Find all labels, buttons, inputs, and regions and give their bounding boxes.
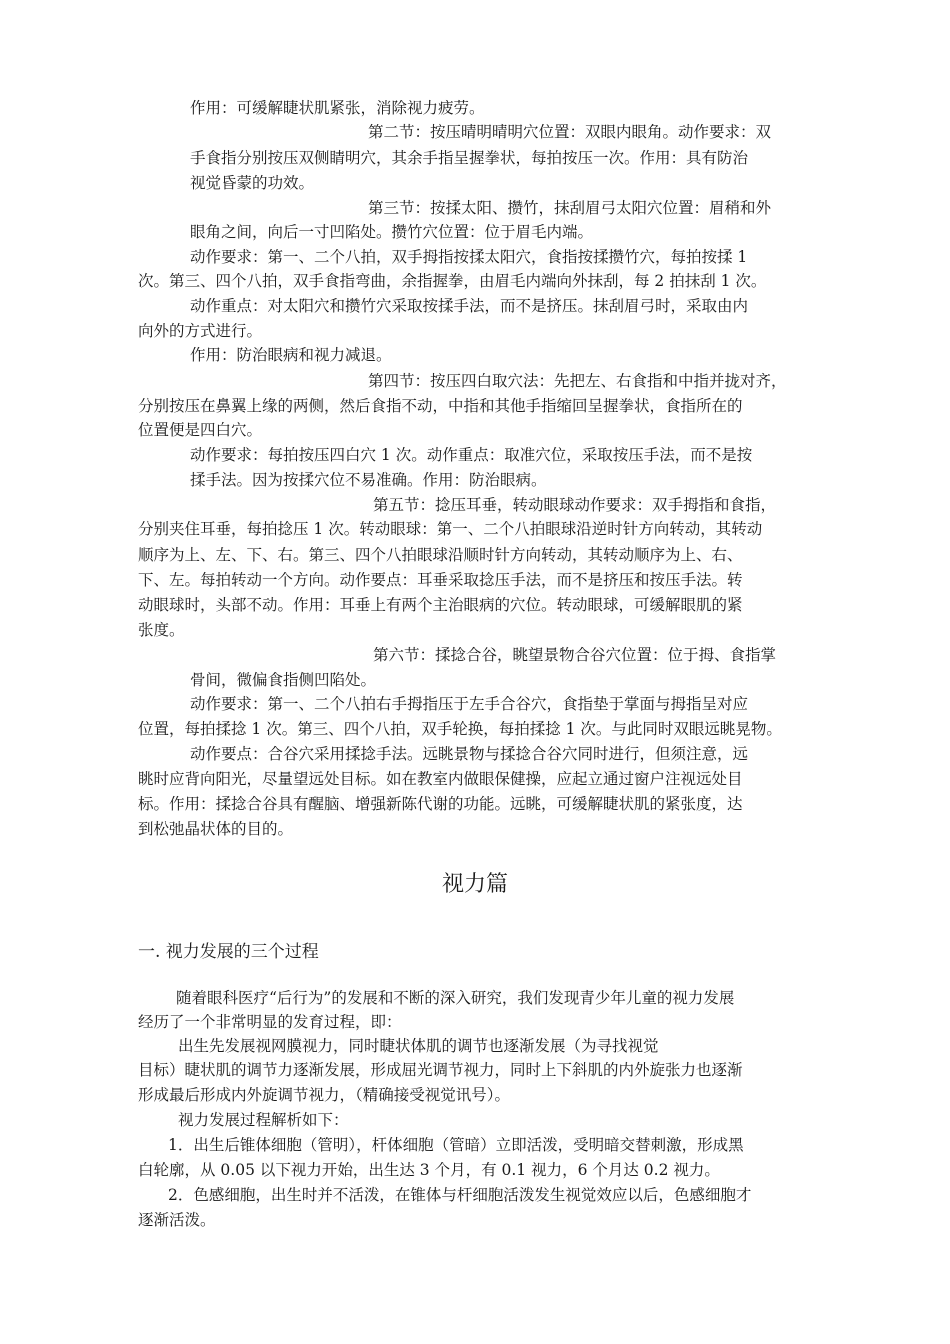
text-line: 向外的方式进行。 — [138, 322, 263, 340]
text-line: 眺时应背向阳光，尽量望远处目标。如在教室内做眼保健操，应起立通过窗户注视远处目 — [138, 770, 743, 788]
text-line: 逐渐活泼。 — [138, 1211, 216, 1229]
text-line: 动作要点：合谷穴采用揉捻手法。远眺景物与揉捻合谷穴同时进行，但须注意，远 — [190, 745, 749, 763]
text-line: 视觉昏蒙的功效。 — [190, 174, 315, 192]
text-line: 顺序为上、左、下、右。第三、四个八拍眼球沿顺时针方向转动，其转动顺序为上、右、 — [138, 546, 743, 564]
text-line: 次。第三、四个八拍，双手食指弯曲，余指握拳，由眉毛内端向外抹刮，每 2 拍抹刮 1 次。 — [138, 272, 767, 290]
text-line: 作用：可缓解睫状肌紧张，消除视力疲劳。 — [190, 99, 485, 117]
text-line: 标。作用：揉捻合谷具有醒脑、增强新陈代谢的功能。远眺，可缓解睫状肌的紧张度，达 — [138, 795, 743, 813]
text-line: 动眼球时，头部不动。作用：耳垂上有两个主治眼病的穴位。转动眼球，可缓解眼肌的紧 — [138, 596, 743, 614]
text-line: 动作要求：第一、二个八拍，双手拇指按揉太阳穴，食指按揉攒竹穴，每拍按揉 1 — [190, 248, 748, 266]
text-line: 2．色感细胞，出生时并不活泼，在锥体与杆细胞活泼发生视觉效应以后，色感细胞才 — [168, 1186, 752, 1204]
page-title: 视力篇 — [441, 872, 508, 897]
text-line: 手食指分别按压双侧睛明穴，其余手指呈握拳状，每拍按压一次。作用：具有防治 — [190, 149, 749, 167]
text-line: 位置，每拍揉捻 1 次。第三、四个八拍，双手轮换，每拍揉捻 1 次。与此同时双眼远眺晃物。 — [138, 720, 782, 738]
text-line: 到松弛晶状体的目的。 — [138, 820, 294, 838]
text-line: 视力发展过程解析如下： — [178, 1111, 349, 1129]
text-line: 经历了一个非常明显的发育过程，即： — [138, 1013, 402, 1031]
text-line: 第五节：捻压耳垂，转动眼球动作要求：双手拇指和食指， — [373, 496, 777, 514]
text-line: 位置便是四白穴。 — [138, 421, 263, 439]
text-line: 分别按压在鼻翼上缘的两侧，然后食指不动，中指和其他手指缩回呈握拳状，食指所在的 — [138, 397, 743, 415]
text-line: 第六节：揉捻合谷，眺望景物合谷穴位置：位于拇、食指掌 — [373, 646, 777, 664]
text-line: 第二节：按压晴明晴明穴位置：双眼内眼角。动作要求：双 — [368, 123, 772, 141]
text-line: 下、左。每拍转动一个方向。动作要点：耳垂采取捻压手法，而不是挤压和按压手法。转 — [138, 571, 743, 589]
text-line: 随着眼科医疗“后行为”的发展和不断的深入研究，我们发现青少年儿童的视力发展 — [176, 989, 735, 1007]
text-line: 张度。 — [138, 621, 185, 639]
section-heading: 一. 视力发展的三个过程 — [138, 942, 319, 962]
text-line: 出生先发展视网膜视力，同时睫状体肌的调节也逐渐发展（为寻找视觉 — [178, 1037, 659, 1055]
text-line: 白轮廓，从 0.05 以下视力开始，出生达 3 个月，有 0.1 视力，6 个月达 0.2 视力。 — [138, 1161, 720, 1179]
text-line: 目标）睫状肌的调节力逐渐发展，形成屈光调节视力，同时上下斜肌的内外旋张力也逐渐 — [138, 1061, 743, 1079]
text-line: 1．出生后锥体细胞（管明），杆体细胞（管暗）立即活泼，受明暗交替刺激，形成黑 — [168, 1136, 744, 1154]
text-line: 动作重点：对太阳穴和攒竹穴采取按揉手法，而不是挤压。抹刮眉弓时，采取由内 — [190, 297, 749, 315]
text-line: 第三节：按揉太阳、攒竹，抹刮眉弓太阳穴位置：眉稍和外 — [368, 199, 772, 217]
text-line: 眼角之间，向后一寸凹陷处。攒竹穴位置：位于眉毛内端。 — [190, 223, 594, 241]
text-line: 揉手法。因为按揉穴位不易准确。作用：防治眼病。 — [190, 471, 547, 489]
text-line: 作用：防治眼病和视力减退。 — [190, 346, 392, 364]
text-line: 动作要求：第一、二个八拍右手拇指压于左手合谷穴，食指垫于掌面与拇指呈对应 — [190, 695, 749, 713]
text-line: 骨间，微偏食指侧凹陷处。 — [190, 671, 377, 689]
text-line: 第四节：按压四白取穴法：先把左、右食指和中指并拢对齐， — [368, 372, 787, 390]
text-line: 形成最后形成内外旋调节视力，（精确接受视觉讯号）。 — [138, 1086, 511, 1104]
text-line: 分别夹住耳垂，每拍捻压 1 次。转动眼球：第一、二个八拍眼球沿逆时针方向转动，其转动 — [138, 520, 763, 538]
text-line: 动作要求：每拍按压四白穴 1 次。动作重点：取准穴位，采取按压手法，而不是按 — [190, 446, 753, 464]
